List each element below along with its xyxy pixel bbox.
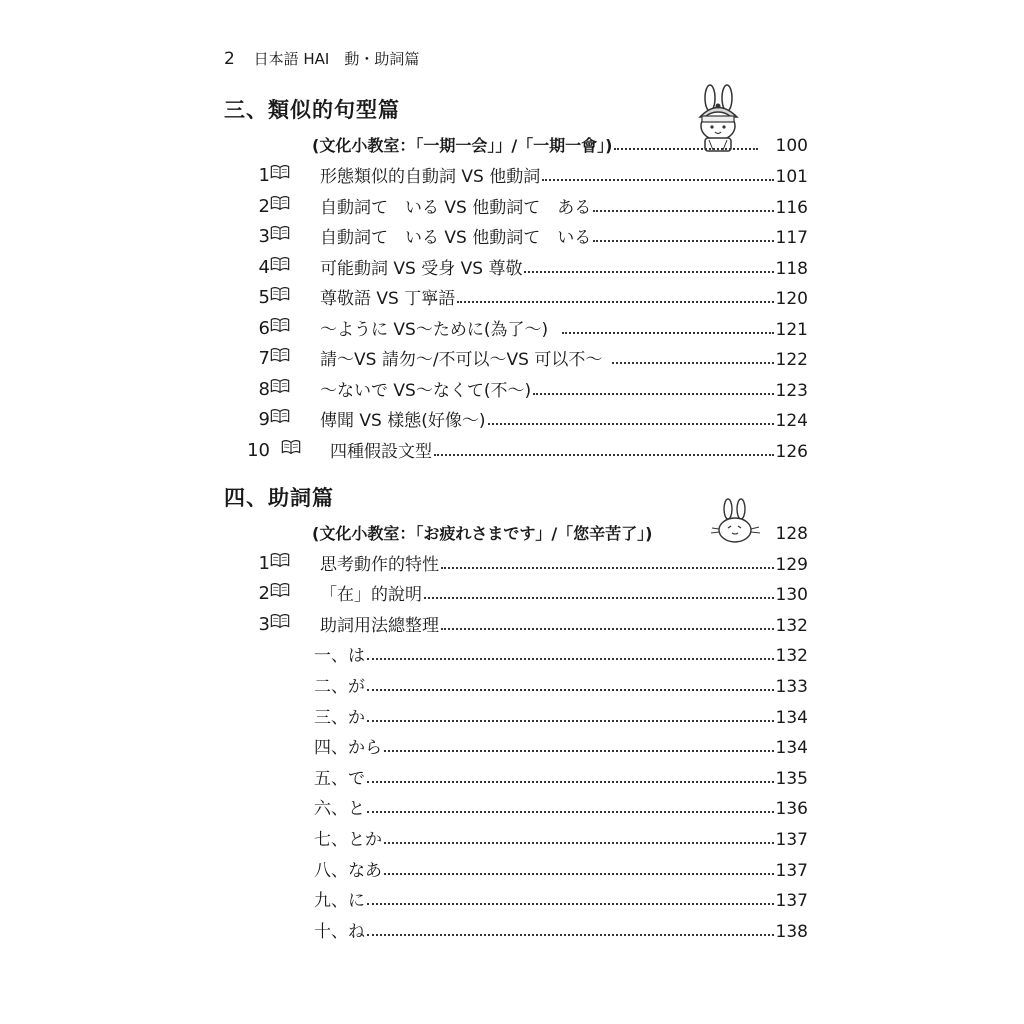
- toc-subitem[interactable]: [0, 671, 1024, 701]
- entry-label: 助詞用法總整理: [320, 616, 439, 636]
- entry-label: 九、に: [314, 891, 365, 911]
- item-number: 1: [258, 553, 270, 574]
- culture-corner-entry[interactable]: [0, 518, 1024, 548]
- entry-page: 100: [775, 136, 808, 156]
- dot-leader: [424, 597, 774, 599]
- toc-item[interactable]: [0, 222, 1024, 252]
- toc-item[interactable]: [0, 549, 1024, 579]
- entry-page: 122: [775, 350, 808, 370]
- toc-subitem[interactable]: [0, 763, 1024, 793]
- entry-page: 130: [775, 585, 808, 605]
- open-book-icon: [270, 377, 290, 395]
- entry-label: 自動詞て いる VS 他動詞て ある: [320, 198, 592, 218]
- entry-label: (文化小教室：「一期一会」」/「一期一會」): [312, 136, 613, 155]
- entry-page: 101: [775, 167, 808, 187]
- entry-label: 請～VS 請勿～/不可以～VS 可以不～: [320, 350, 603, 370]
- entry-label: 「在」的說明: [320, 585, 422, 605]
- toc-subitem[interactable]: [0, 640, 1024, 670]
- entry-label: ～ように VS～ために(為了～): [320, 320, 549, 340]
- dot-leader: [524, 271, 773, 273]
- item-number: 4: [258, 257, 270, 278]
- entry-page: 121: [775, 320, 808, 340]
- entry-label: 自動詞て いる VS 他動詞て いる: [320, 228, 592, 248]
- entry-label: 形態類似的自動詞 VS 他動詞: [320, 167, 541, 187]
- toc-item[interactable]: [0, 405, 1024, 435]
- open-book-icon: [270, 581, 290, 599]
- open-book-icon: [270, 194, 290, 212]
- dot-leader: [457, 301, 773, 303]
- entry-page: 133: [775, 677, 808, 697]
- section-3-title: 三、類似的句型篇: [224, 98, 400, 122]
- dot-leader: [367, 903, 774, 905]
- open-book-icon: [270, 255, 290, 273]
- open-book-icon: [270, 551, 290, 569]
- entry-page: 124: [775, 411, 808, 431]
- dot-leader: [384, 842, 774, 844]
- entry-label: (文化小教室：「お疲れさまです」/「您辛苦了」): [312, 524, 653, 543]
- entry-page: 129: [775, 555, 808, 575]
- entry-page: 123: [775, 381, 808, 401]
- dot-leader: [367, 781, 774, 783]
- dot-leader: [367, 689, 774, 691]
- entry-page: 137: [775, 830, 808, 850]
- entry-label: 六、と: [314, 799, 365, 819]
- entry-label: 可能動詞 VS 受身 VS 尊敬: [320, 259, 523, 279]
- book-title: 日本語 HAI 動・助詞篇: [253, 50, 420, 68]
- entry-label: 五、で: [314, 769, 365, 789]
- dot-leader: [434, 454, 774, 456]
- item-number: 2: [258, 583, 270, 604]
- entry-page: 117: [775, 228, 808, 248]
- toc-item[interactable]: [0, 610, 1024, 640]
- dot-leader: [441, 628, 774, 630]
- item-number: 3: [258, 614, 270, 635]
- entry-label: 八、なあ: [314, 861, 382, 881]
- toc-item[interactable]: [0, 344, 1024, 374]
- entry-label: 二、が: [314, 677, 365, 697]
- toc-item[interactable]: [0, 579, 1024, 609]
- entry-label: 四、から: [314, 738, 382, 758]
- toc-item[interactable]: [0, 375, 1024, 405]
- entry-page: 138: [775, 922, 808, 942]
- toc-subitem[interactable]: [0, 793, 1024, 823]
- toc-subitem[interactable]: [0, 702, 1024, 732]
- entry-page: 120: [775, 289, 808, 309]
- dot-leader: [367, 658, 774, 660]
- entry-page: 137: [775, 891, 808, 911]
- dot-leader: [562, 332, 773, 334]
- entry-label: 傳聞 VS 樣態(好像～): [320, 411, 486, 431]
- open-book-icon: [270, 224, 290, 242]
- entry-page: 132: [775, 646, 808, 666]
- dot-leader: [593, 210, 773, 212]
- item-number: 9: [258, 409, 270, 430]
- item-number: 1: [258, 165, 270, 186]
- toc-item[interactable]: [0, 253, 1024, 283]
- culture-corner-entry[interactable]: [0, 130, 1024, 160]
- dot-leader: [542, 179, 773, 181]
- toc-item[interactable]: [0, 192, 1024, 222]
- entry-label: 尊敬語 VS 丁寧語: [320, 289, 456, 309]
- entry-label: 思考動作的特性: [320, 555, 439, 575]
- item-number: 5: [258, 287, 270, 308]
- toc-subitem[interactable]: [0, 855, 1024, 885]
- entry-page: 132: [775, 616, 808, 636]
- entry-page: 137: [775, 861, 808, 881]
- dot-leader: [593, 240, 773, 242]
- entry-label: 四種假設文型: [330, 442, 432, 462]
- dot-leader: [384, 873, 774, 875]
- toc-subitem[interactable]: [0, 916, 1024, 946]
- entry-page: 135: [775, 769, 808, 789]
- dot-leader: [710, 536, 773, 538]
- open-book-icon: [281, 438, 301, 456]
- running-header: [224, 48, 419, 69]
- open-book-icon: [270, 285, 290, 303]
- entry-page: 116: [775, 198, 808, 218]
- entry-page: 118: [775, 259, 808, 279]
- open-book-icon: [270, 407, 290, 425]
- item-number: 7: [258, 348, 270, 369]
- entry-label: 十、ね: [314, 922, 365, 942]
- dot-leader: [533, 393, 773, 395]
- entry-page: 136: [775, 799, 808, 819]
- entry-page: 128: [775, 524, 808, 544]
- toc-item[interactable]: [0, 283, 1024, 313]
- toc-subitem[interactable]: [0, 824, 1024, 854]
- dot-leader: [367, 720, 774, 722]
- toc-item[interactable]: [0, 161, 1024, 191]
- dot-leader: [367, 811, 774, 813]
- dot-leader: [612, 362, 773, 364]
- open-book-icon: [270, 612, 290, 630]
- dot-leader: [441, 567, 774, 569]
- section-4-title: 四、助詞篇: [224, 486, 334, 510]
- page-number: 2: [224, 49, 235, 69]
- open-book-icon: [270, 346, 290, 364]
- toc-subitem[interactable]: [0, 732, 1024, 762]
- open-book-icon: [270, 163, 290, 181]
- toc-item[interactable]: [0, 436, 1024, 466]
- dot-leader: [384, 750, 774, 752]
- entry-page: 134: [775, 738, 808, 758]
- toc-subitem[interactable]: [0, 885, 1024, 915]
- item-number: 6: [258, 318, 270, 339]
- item-number: 2: [258, 196, 270, 217]
- item-number: 10: [247, 440, 270, 461]
- item-number: 8: [258, 379, 270, 400]
- dot-leader: [614, 148, 757, 150]
- dot-leader: [367, 934, 774, 936]
- entry-label: 七、とか: [314, 830, 382, 850]
- entry-label: 一、は: [314, 646, 365, 666]
- entry-page: 126: [775, 442, 808, 462]
- item-number: 3: [258, 226, 270, 247]
- entry-label: 三、か: [314, 708, 365, 728]
- toc-item[interactable]: [0, 314, 1024, 344]
- open-book-icon: [270, 316, 290, 334]
- entry-page: 134: [775, 708, 808, 728]
- dot-leader: [488, 423, 774, 425]
- entry-label: ～ないで VS～なくて(不～): [320, 381, 532, 401]
